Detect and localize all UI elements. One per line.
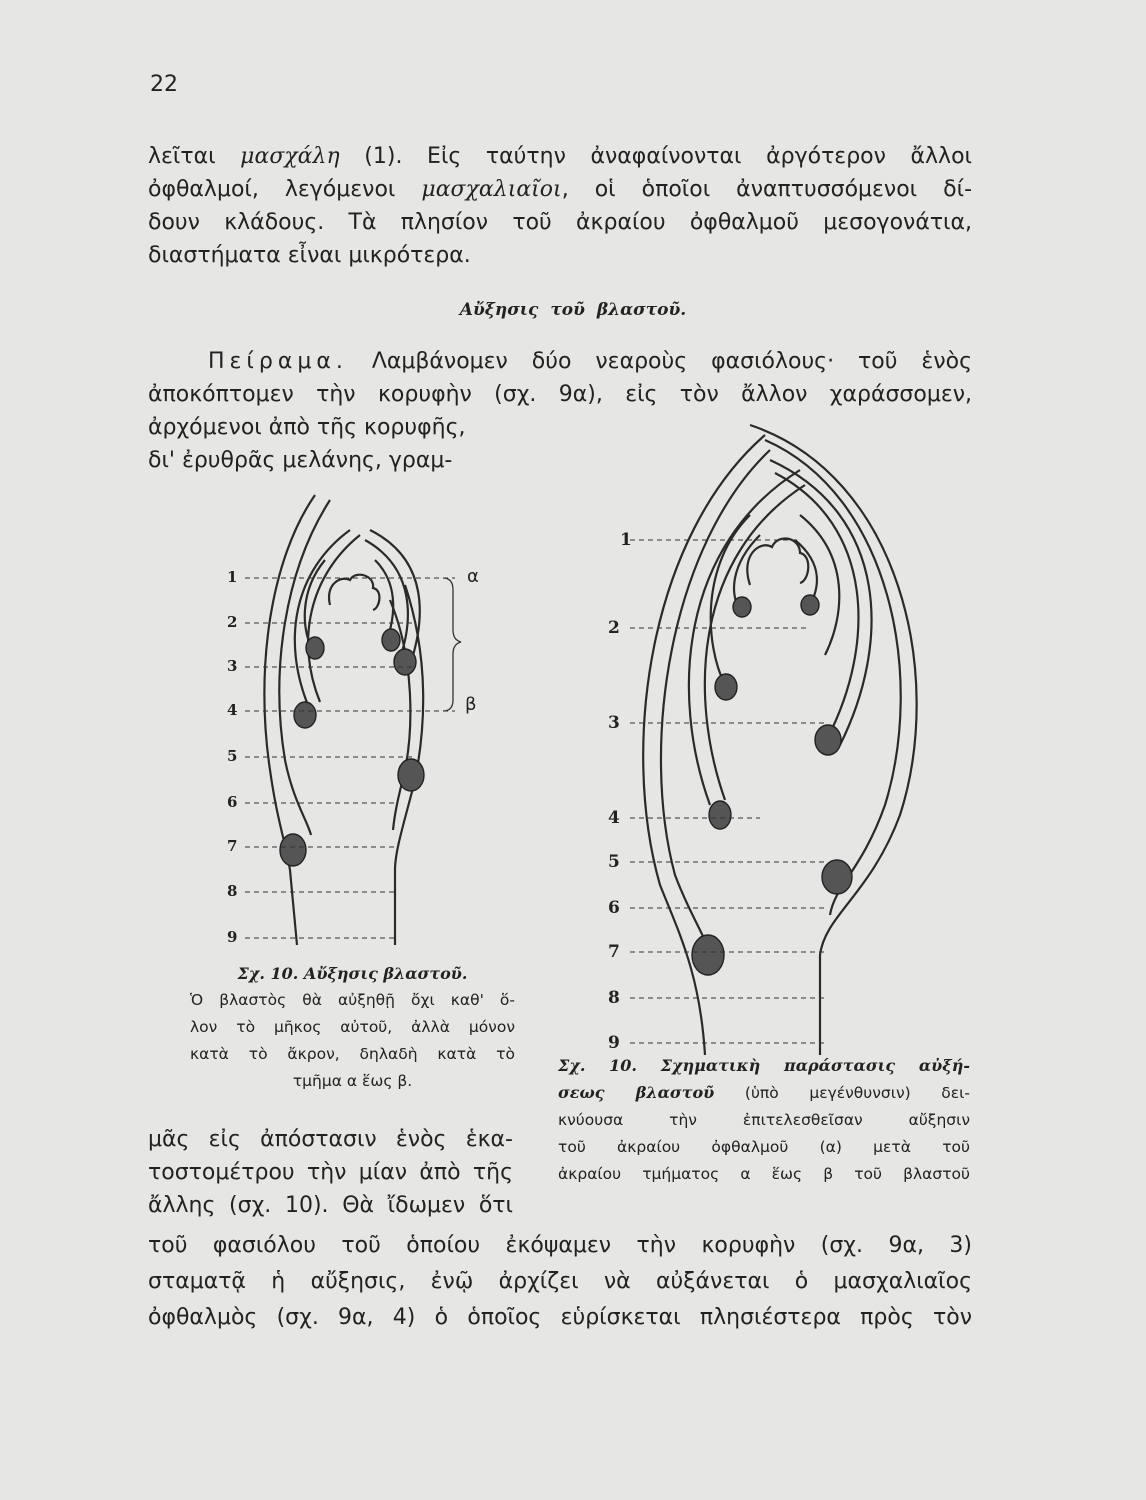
right-axillary-bud-5 — [709, 801, 731, 829]
intro-paragraph — [148, 140, 972, 272]
left-num-3: 3 — [227, 657, 238, 675]
caption-left-line-2: λον τὸ μῆκος αὐτοῦ, ἀλλὰ μόνον — [190, 1018, 515, 1036]
bottom-narrow-line-2: τοστομέτρου τὴν μίαν ἀπὸ τῆς — [148, 1160, 513, 1185]
left-num-7: 7 — [227, 837, 238, 855]
bottom-wide-line-1: τοῦ φασιόλου τοῦ ὁποίου ἐκόψαμεν τὴν κορυφὴν (σχ. 9α, 3) — [148, 1233, 972, 1258]
right-apex-bud — [747, 538, 808, 585]
left-num-9: 9 — [227, 928, 238, 946]
left-apex-bud — [329, 575, 379, 610]
experiment-line-3: ἀρχόμενοι ἀπὸ τῆς κορυφῆς, — [148, 415, 466, 440]
intro-line-3: δουν κλάδους. Τὰ πλησίον τοῦ ἀκραίου ὀφθαλμοῦ μεσογονάτια, — [148, 210, 972, 235]
caption-right-line-2: κνύουσα τὴν ἐπιτελεσθεῖσαν αὔξησιν — [558, 1111, 970, 1129]
intro-line-1-text: λεῖται — [148, 144, 241, 169]
right-axillary-bud-4 — [815, 725, 841, 755]
caption-right-line-3: τοῦ ἀκραίου ὀφθαλμοῦ (α) μετὰ τοῦ — [558, 1138, 970, 1156]
heading-word-2: τοῦ — [550, 300, 585, 320]
right-leaf-1-inner — [705, 485, 805, 800]
left-axillary-bud-2 — [382, 629, 400, 651]
left-axillary-bud-1 — [306, 637, 324, 659]
intro-line-1-rest: (1). Εἰς ταύτην ἀναφαίνονται ἀργότερον ἄλλοι — [339, 144, 972, 169]
heading-word-1: Αὔξησις — [459, 300, 539, 320]
intro-line-2 — [148, 173, 972, 206]
left-label-beta: β — [465, 694, 477, 715]
experiment-label: Πείραμα. — [208, 349, 348, 374]
intro-line-2-rest: , οἱ ὁποῖοι ἀναπτυσσόμενοι δί- — [561, 177, 973, 202]
right-num-2: 2 — [608, 618, 620, 638]
intro-line-4: διαστήματα εἶναι μικρότερα. — [148, 243, 471, 268]
right-num-4: 4 — [608, 808, 620, 828]
bottom-wide-line-2: σταματᾷ ἡ αὔξησις, ἐνῷ ἀρχίζει νὰ αὐξάνεται ὁ μασχαλιαῖος — [148, 1269, 972, 1294]
right-axillary-bud-2 — [801, 595, 819, 615]
right-outer-stem-right-inner — [765, 440, 901, 915]
page-number: 22 — [150, 72, 178, 97]
right-num-9: 9 — [608, 1033, 620, 1053]
caption-right-title: Σχ. 10. Σχηματικὴ παράστασις αὐξή- — [558, 1056, 970, 1075]
figure-right-shoot-growth — [600, 415, 980, 1055]
caption-left-title: Σχ. 10. Αὔξησις βλαστοῦ. — [237, 964, 468, 983]
caption-right-line-4: ἀκραίου τμήματος α ἕως β τοῦ βλαστοῦ — [558, 1165, 970, 1183]
right-axillary-bud-1 — [733, 597, 751, 617]
figure-left-shoot-growth — [215, 490, 515, 960]
bottom-wide-line-3: ὀφθαλμὸς (σχ. 9α, 4) ὁ ὁποῖος εὑρίσκεται πλησιέστερα πρὸς τὸν — [148, 1305, 972, 1330]
left-axillary-bud-5 — [398, 759, 424, 791]
term-maschali: μασχάλη — [240, 144, 340, 169]
intro-line-2-text: ὀφθαλμοί, λεγόμενοι — [148, 177, 422, 202]
right-num-3: 3 — [608, 713, 620, 733]
caption-right-title-2: σεως βλαστοῦ — [558, 1083, 715, 1102]
right-axillary-bud-6 — [822, 860, 852, 894]
right-axillary-bud-3 — [715, 674, 737, 700]
heading-word-3: βλαστοῦ. — [596, 300, 687, 320]
intro-line-1 — [148, 140, 972, 173]
bottom-narrow-line-3: ἄλλης (σχ. 10). Θὰ ἴδωμεν ὅτι — [148, 1193, 513, 1218]
right-num-1: 1 — [620, 530, 632, 550]
left-axillary-bud-3 — [394, 649, 416, 675]
bottom-paragraph-narrow — [148, 1123, 513, 1222]
experiment-line-1 — [148, 345, 972, 378]
left-leaf-1-inner — [308, 535, 360, 702]
caption-right-line-1 — [558, 1079, 970, 1107]
experiment-line-2: ἀποκόπτομεν τὴν κορυφὴν (σχ. 9α), εἰς τὸν ἄλλον χαράσσομεν, — [148, 382, 972, 407]
experiment-line-4: δι' ἐρυθρᾶς μελάνης, γραμ- — [148, 448, 453, 473]
left-num-4: 4 — [227, 701, 238, 719]
term-maschaliaioi: μασχαλιαῖοι — [421, 177, 562, 202]
left-label-alpha: α — [467, 566, 479, 587]
experiment-line-1-text: Λαμβάνομεν δύο νεαροὺς φασιόλους· τοῦ ἑνὸς — [371, 349, 972, 374]
left-num-5: 5 — [227, 747, 238, 765]
right-leaf-4 — [800, 515, 839, 655]
right-num-6: 6 — [608, 898, 620, 918]
right-num-8: 8 — [608, 988, 620, 1008]
caption-right — [558, 1052, 970, 1188]
left-num-8: 8 — [227, 882, 238, 900]
caption-left-line-1: Ὁ βλαστὸς θὰ αὐξηθῇ ὄχι καθ' ὅ- — [190, 991, 515, 1009]
caption-right-line-1-text: (ὑπὸ μεγένθυνσιν) δει- — [744, 1084, 970, 1102]
caption-left — [190, 960, 515, 1095]
right-axillary-bud-7 — [692, 935, 724, 975]
left-num-6: 6 — [227, 793, 238, 811]
left-axillary-bud-4 — [294, 702, 316, 728]
right-num-5: 5 — [608, 852, 620, 872]
section-heading — [0, 300, 1146, 320]
left-num-1: 1 — [227, 568, 238, 586]
caption-left-line-4: τμῆμα α ἕως β. — [292, 1072, 413, 1090]
left-axillary-bud-6 — [280, 834, 306, 866]
caption-left-line-3: κατὰ τὸ ἄκρον, δηλαδὴ κατὰ τὸ — [190, 1045, 515, 1063]
left-num-2: 2 — [227, 613, 238, 631]
left-bracket — [443, 578, 461, 711]
right-outer-stem-left-inner — [661, 450, 770, 955]
bottom-paragraph-wide — [148, 1228, 972, 1336]
right-num-7: 7 — [608, 942, 620, 962]
bottom-narrow-line-1: μᾶς εἰς ἀπόστασιν ἑνὸς ἑκα- — [148, 1127, 513, 1152]
